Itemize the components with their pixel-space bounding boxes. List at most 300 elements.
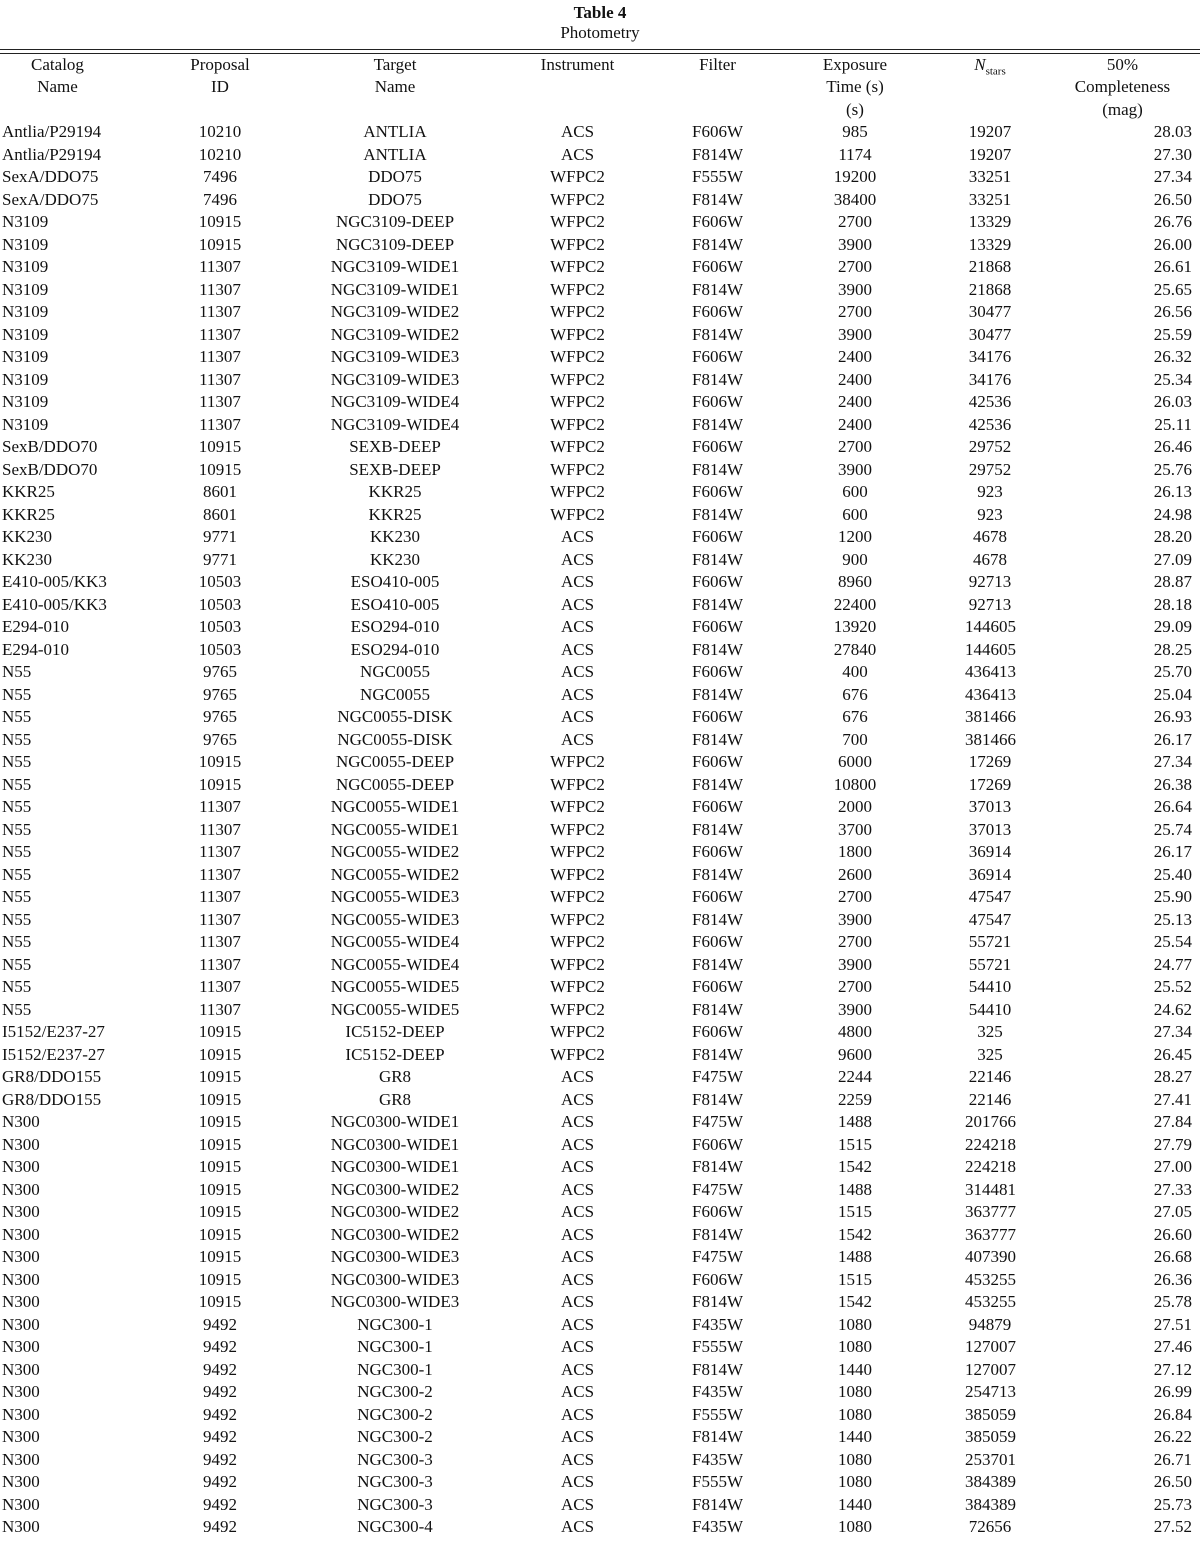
table-row [0,189,1200,212]
cell-proposal-id: 10915 [198,1224,242,1244]
cell-exposure-time: 2400 [838,392,872,411]
cell-proposal-id: 10915 [198,234,242,254]
table-row [0,526,1200,549]
cell-target-name: ANTLIA [363,122,427,141]
header-instrument: Instrument [540,55,615,74]
table-row [0,1066,1200,1089]
cell-exposure-time: 1440 [838,1359,872,1379]
table-row [0,864,1200,887]
cell-proposal-id: 9771 [203,549,237,569]
cell-exposure-time: 3900 [838,999,872,1019]
cell-completeness: 27.09 [1153,549,1192,569]
cell-nstars: 30477 [968,324,1012,344]
cell-instrument: WFPC2 [550,234,605,254]
cell-proposal-id: 10915 [198,1247,242,1266]
cell-proposal-id: 10915 [198,1157,242,1176]
table-row [0,1449,1200,1472]
cell-catalog-name: SexB/DDO70 [2,437,98,456]
cell-completeness: 26.03 [1153,392,1192,411]
cell-filter: F814W [692,864,743,884]
cell-instrument: ACS [560,144,595,164]
cell-nstars: 436413 [965,684,1016,704]
cell-completeness: 26.22 [1153,1427,1192,1446]
cell-target-name: KK230 [369,527,421,546]
cell-catalog-name: N300 [2,1404,40,1424]
table-row [0,1044,1200,1067]
cell-catalog-name: N55 [2,864,32,884]
cell-instrument: ACS [560,1179,595,1199]
cell-filter: F606W [692,752,743,771]
cell-instrument: ACS [560,1314,595,1334]
cell-nstars: 923 [977,482,1003,501]
cell-nstars: 453255 [965,1269,1016,1289]
cell-exposure-time: 1515 [838,1269,872,1289]
header-catalog-name: Catalog Name [31,55,84,97]
cell-target-name: NGC300-1 [357,1337,433,1356]
cell-target-name: NGC0300-WIDE3 [330,1247,460,1266]
cell-exposure-time: 3900 [838,279,872,299]
cell-catalog-name: N55 [2,729,32,749]
cell-instrument: ACS [560,1472,595,1491]
cell-exposure-time: 1080 [838,1337,872,1356]
cell-catalog-name: N55 [2,887,32,906]
table-row [0,999,1200,1022]
cell-completeness: 27.34 [1153,1022,1192,1041]
cell-target-name: NGC0055-DEEP [335,774,455,794]
cell-filter: F814W [692,1224,743,1244]
cell-instrument: WFPC2 [550,437,605,456]
cell-catalog-name: N300 [2,1179,40,1199]
cell-instrument: WFPC2 [550,212,605,231]
cell-exposure-time: 1440 [838,1494,872,1514]
cell-proposal-id: 10915 [198,1202,242,1221]
cell-catalog-name: SexA/DDO75 [2,189,99,209]
cell-filter: F814W [692,1427,743,1446]
cell-nstars: 54410 [968,977,1012,996]
cell-proposal-id: 10503 [198,594,242,614]
table-row [0,1516,1200,1539]
cell-completeness: 25.54 [1153,932,1192,951]
cell-filter: F606W [692,527,743,546]
cell-nstars: 224218 [965,1134,1016,1154]
cell-target-name: NGC300-2 [357,1427,433,1446]
cell-catalog-name: KKR25 [2,482,55,501]
cell-target-name: NGC300-3 [357,1472,433,1491]
cell-instrument: ACS [560,1382,595,1401]
cell-catalog-name: N3109 [2,212,49,231]
cell-instrument: WFPC2 [550,1044,605,1064]
header-completeness: 50% Completeness (mag) [1074,55,1171,119]
cell-catalog-name: I5152/E237-27 [2,1022,105,1041]
cell-target-name: NGC300-3 [357,1449,433,1469]
cell-instrument: WFPC2 [550,189,605,209]
table-row [0,1359,1200,1382]
cell-proposal-id: 10503 [198,617,242,636]
photometry-table [0,54,1200,1539]
cell-nstars: 72656 [968,1517,1012,1536]
cell-proposal-id: 10503 [198,572,242,591]
cell-filter: F555W [692,167,743,186]
cell-proposal-id: 9492 [203,1472,237,1491]
cell-target-name: NGC3109-DEEP [335,212,455,231]
cell-completeness: 26.99 [1153,1382,1192,1401]
cell-nstars: 144605 [965,639,1016,659]
cell-exposure-time: 1488 [838,1112,872,1131]
cell-completeness: 28.87 [1153,572,1192,591]
cell-filter: F606W [692,887,743,906]
cell-exposure-time: 1542 [838,1292,872,1311]
cell-exposure-time: 3900 [838,954,872,974]
table-row [0,144,1200,167]
cell-instrument: WFPC2 [550,932,605,951]
cell-filter: F814W [692,1044,743,1064]
cell-completeness: 25.76 [1153,459,1192,479]
cell-instrument: WFPC2 [550,999,605,1019]
cell-completeness: 27.12 [1153,1359,1192,1379]
cell-target-name: DDO75 [368,189,422,209]
cell-proposal-id: 11307 [199,977,241,996]
table-row [0,616,1200,639]
cell-catalog-name: N300 [2,1292,40,1311]
cell-catalog-name: N300 [2,1269,40,1289]
cell-completeness: 25.73 [1153,1494,1192,1514]
cell-instrument: ACS [560,527,595,546]
table-row [0,324,1200,347]
cell-exposure-time: 8960 [838,572,872,591]
cell-filter: F606W [692,122,743,141]
cell-nstars: 36914 [968,864,1012,884]
cell-catalog-name: E294-010 [2,617,70,636]
table-row [0,1156,1200,1179]
cell-target-name: NGC0300-WIDE3 [330,1292,460,1311]
cell-exposure-time: 2700 [838,257,872,276]
cell-instrument: ACS [560,1067,595,1086]
cell-nstars: 17269 [968,752,1012,771]
cell-completeness: 26.17 [1153,842,1192,861]
cell-completeness: 25.34 [1153,369,1192,389]
cell-proposal-id: 8601 [203,504,237,524]
cell-proposal-id: 11307 [199,279,241,299]
cell-instrument: WFPC2 [550,864,605,884]
cell-instrument: ACS [560,639,595,659]
cell-filter: F814W [692,1292,743,1311]
cell-proposal-id: 10915 [198,1269,242,1289]
table-row [0,211,1200,234]
cell-proposal-id: 9771 [203,527,237,546]
cell-exposure-time: 2600 [838,864,872,884]
cell-nstars: 384389 [965,1472,1016,1491]
cell-instrument: ACS [560,1134,595,1154]
cell-exposure-time: 22400 [833,594,877,614]
cell-catalog-name: N3109 [2,392,49,411]
cell-instrument: ACS [560,572,595,591]
cell-proposal-id: 11307 [199,392,241,411]
cell-completeness: 27.33 [1153,1179,1192,1199]
cell-catalog-name: E294-010 [2,639,70,659]
cell-catalog-name: N300 [2,1449,40,1469]
cell-exposure-time: 1200 [838,527,872,546]
cell-target-name: NGC0300-WIDE2 [330,1179,460,1199]
cell-filter: F606W [692,797,743,816]
cell-filter: F814W [692,729,743,749]
cell-catalog-name: E410-005/KK3 [2,594,107,614]
cell-completeness: 25.78 [1153,1292,1192,1311]
cell-catalog-name: N3109 [2,279,49,299]
cell-exposure-time: 600 [842,482,868,501]
table-row [0,706,1200,729]
cell-catalog-name: N300 [2,1134,40,1154]
cell-nstars: 385059 [965,1427,1016,1446]
cell-catalog-name: N55 [2,752,32,771]
cell-filter: F606W [692,302,743,321]
cell-exposure-time: 700 [842,729,868,749]
cell-proposal-id: 11307 [199,257,241,276]
cell-proposal-id: 10915 [198,1179,242,1199]
cell-filter: F814W [692,954,743,974]
cell-target-name: NGC0055-WIDE2 [330,842,460,861]
cell-filter: F814W [692,999,743,1019]
cell-exposure-time: 1800 [838,842,872,861]
cell-target-name: NGC3109-WIDE3 [330,347,460,366]
table-body [0,121,1200,1539]
cell-exposure-time: 13920 [833,617,877,636]
cell-filter: F606W [692,437,743,456]
table-row [0,751,1200,774]
cell-filter: F606W [692,1202,743,1221]
cell-completeness: 25.52 [1153,977,1192,996]
cell-target-name: NGC3109-WIDE1 [330,279,460,299]
cell-nstars: 254713 [965,1382,1016,1401]
cell-proposal-id: 9765 [203,707,237,726]
cell-filter: F606W [692,842,743,861]
table-row [0,346,1200,369]
cell-completeness: 26.61 [1153,257,1192,276]
cell-proposal-id: 11307 [199,819,241,839]
cell-exposure-time: 1080 [838,1382,872,1401]
cell-proposal-id: 10210 [198,144,242,164]
cell-filter: F435W [692,1449,743,1469]
cell-target-name: NGC0055-WIDE4 [330,954,460,974]
cell-nstars: 30477 [968,302,1012,321]
cell-filter: F606W [692,1022,743,1041]
cell-catalog-name: N300 [2,1427,40,1446]
cell-completeness: 24.62 [1153,999,1192,1019]
cell-exposure-time: 3900 [838,459,872,479]
cell-completeness: 26.17 [1153,729,1192,749]
cell-filter: F475W [692,1179,743,1199]
cell-completeness: 28.25 [1153,639,1192,659]
cell-instrument: ACS [560,617,595,636]
cell-target-name: NGC0055-WIDE3 [330,909,460,929]
cell-catalog-name: N3109 [2,302,49,321]
cell-proposal-id: 9492 [203,1494,237,1514]
cell-target-name: ANTLIA [363,144,427,164]
table-title: Table 4 [573,3,627,22]
cell-target-name: NGC0055-WIDE1 [330,819,460,839]
cell-catalog-name: N3109 [2,234,49,254]
cell-catalog-name: GR8/DDO155 [2,1089,102,1109]
cell-filter: F814W [692,774,743,794]
cell-target-name: NGC0055-WIDE5 [330,999,460,1019]
cell-filter: F814W [692,1494,743,1514]
cell-catalog-name: N300 [2,1382,40,1401]
cell-completeness: 26.36 [1153,1269,1192,1289]
cell-completeness: 25.40 [1153,864,1192,884]
cell-proposal-id: 11307 [199,324,241,344]
cell-target-name: ESO410-005 [350,572,440,591]
cell-nstars: 37013 [968,797,1012,816]
cell-completeness: 27.79 [1153,1134,1192,1154]
cell-filter: F814W [692,1089,743,1109]
cell-catalog-name: N3109 [2,347,49,366]
cell-target-name: ESO294-010 [350,639,440,659]
cell-target-name: NGC0055-DISK [337,729,453,749]
cell-nstars: 22146 [968,1067,1012,1086]
cell-target-name: NGC3109-WIDE2 [330,324,460,344]
cell-target-name: SEXB-DEEP [349,437,441,456]
cell-exposure-time: 4800 [838,1022,872,1041]
cell-proposal-id: 10915 [198,1089,242,1109]
cell-filter: F606W [692,212,743,231]
cell-proposal-id: 11307 [199,887,241,906]
table-row [0,1179,1200,1202]
cell-target-name: NGC0055 [360,662,430,681]
cell-filter: F606W [692,932,743,951]
cell-proposal-id: 11307 [199,954,241,974]
cell-catalog-name: N55 [2,662,32,681]
cell-exposure-time: 1080 [838,1472,872,1491]
table-row [0,684,1200,707]
cell-filter: F555W [692,1404,743,1424]
cell-exposure-time: 1440 [838,1427,872,1446]
cell-nstars: 407390 [965,1247,1016,1266]
cell-exposure-time: 3900 [838,909,872,929]
cell-instrument: WFPC2 [550,324,605,344]
cell-proposal-id: 10915 [198,437,242,456]
header-exposure-time: Exposure Time (s) (s) [822,55,888,119]
cell-instrument: WFPC2 [550,347,605,366]
cell-instrument: ACS [560,707,595,726]
cell-instrument: ACS [560,1494,595,1514]
cell-completeness: 26.56 [1153,302,1192,321]
cell-nstars: 37013 [968,819,1012,839]
cell-completeness: 26.32 [1153,347,1192,366]
table-row [0,1494,1200,1517]
cell-target-name: NGC300-2 [357,1382,433,1401]
cell-target-name: NGC3109-WIDE2 [330,302,460,321]
cell-nstars: 325 [977,1044,1003,1064]
cell-nstars: 436413 [965,662,1016,681]
cell-nstars: 384389 [965,1494,1016,1514]
cell-instrument: WFPC2 [550,279,605,299]
cell-target-name: NGC0300-WIDE1 [330,1112,460,1131]
cell-instrument: ACS [560,1247,595,1266]
cell-catalog-name: I5152/E237-27 [2,1044,105,1064]
cell-catalog-name: N300 [2,1494,40,1514]
table-row [0,639,1200,662]
cell-catalog-name: SexA/DDO75 [2,167,99,186]
cell-instrument: WFPC2 [550,819,605,839]
cell-catalog-name: N300 [2,1314,40,1334]
cell-completeness: 24.77 [1153,954,1192,974]
cell-instrument: ACS [560,1449,595,1469]
cell-catalog-name: N300 [2,1517,40,1536]
cell-nstars: 29752 [968,437,1012,456]
cell-nstars: 923 [977,504,1003,524]
cell-exposure-time: 900 [842,549,868,569]
cell-proposal-id: 9492 [203,1517,237,1536]
cell-proposal-id: 9492 [203,1337,237,1356]
cell-completeness: 26.38 [1153,774,1192,794]
cell-instrument: ACS [560,122,595,141]
cell-completeness: 26.93 [1153,707,1192,726]
cell-exposure-time: 2700 [838,932,872,951]
cell-nstars: 54410 [968,999,1012,1019]
cell-completeness: 27.51 [1153,1314,1192,1334]
cell-proposal-id: 11307 [199,932,241,951]
cell-filter: F435W [692,1382,743,1401]
cell-catalog-name: N300 [2,1112,40,1131]
table-row [0,1269,1200,1292]
cell-target-name: NGC0055 [360,684,430,704]
table-row [0,234,1200,257]
cell-completeness: 26.68 [1153,1247,1192,1266]
cell-proposal-id: 9765 [203,684,237,704]
table-header [0,54,1200,121]
cell-filter: F555W [692,1337,743,1356]
cell-instrument: WFPC2 [550,977,605,996]
cell-catalog-name: N55 [2,774,32,794]
cell-instrument: WFPC2 [550,774,605,794]
cell-catalog-name: N55 [2,999,32,1019]
cell-completeness: 27.46 [1153,1337,1192,1356]
table-row [0,841,1200,864]
cell-proposal-id: 8601 [203,482,237,501]
cell-proposal-id: 11307 [199,797,241,816]
cell-target-name: IC5152-DEEP [345,1044,445,1064]
cell-instrument: WFPC2 [550,459,605,479]
cell-instrument: WFPC2 [550,887,605,906]
table-row [0,301,1200,324]
cell-completeness: 25.11 [1154,414,1192,434]
cell-completeness: 26.45 [1153,1044,1192,1064]
cell-completeness: 25.13 [1153,909,1192,929]
cell-filter: F435W [692,1314,743,1334]
cell-completeness: 27.34 [1153,752,1192,771]
cell-instrument: ACS [560,1202,595,1221]
cell-exposure-time: 10800 [833,774,877,794]
cell-target-name: SEXB-DEEP [349,459,441,479]
cell-target-name: KKR25 [368,482,422,501]
cell-target-name: NGC3109-WIDE4 [330,392,460,411]
cell-completeness: 25.04 [1153,684,1192,704]
table-caption [0,0,1200,43]
cell-catalog-name: N3109 [2,324,49,344]
cell-target-name: KK230 [369,549,421,569]
cell-completeness: 26.46 [1153,437,1192,456]
cell-nstars: 363777 [965,1202,1016,1221]
cell-proposal-id: 10503 [198,639,242,659]
cell-catalog-name: N3109 [2,414,49,434]
cell-filter: F814W [692,639,743,659]
cell-nstars: 21868 [968,279,1012,299]
cell-nstars: 33251 [968,189,1012,209]
table-row [0,1201,1200,1224]
cell-instrument: ACS [560,1157,595,1176]
cell-completeness: 27.52 [1153,1517,1192,1536]
cell-proposal-id: 7496 [203,189,237,209]
cell-completeness: 26.71 [1153,1449,1192,1469]
